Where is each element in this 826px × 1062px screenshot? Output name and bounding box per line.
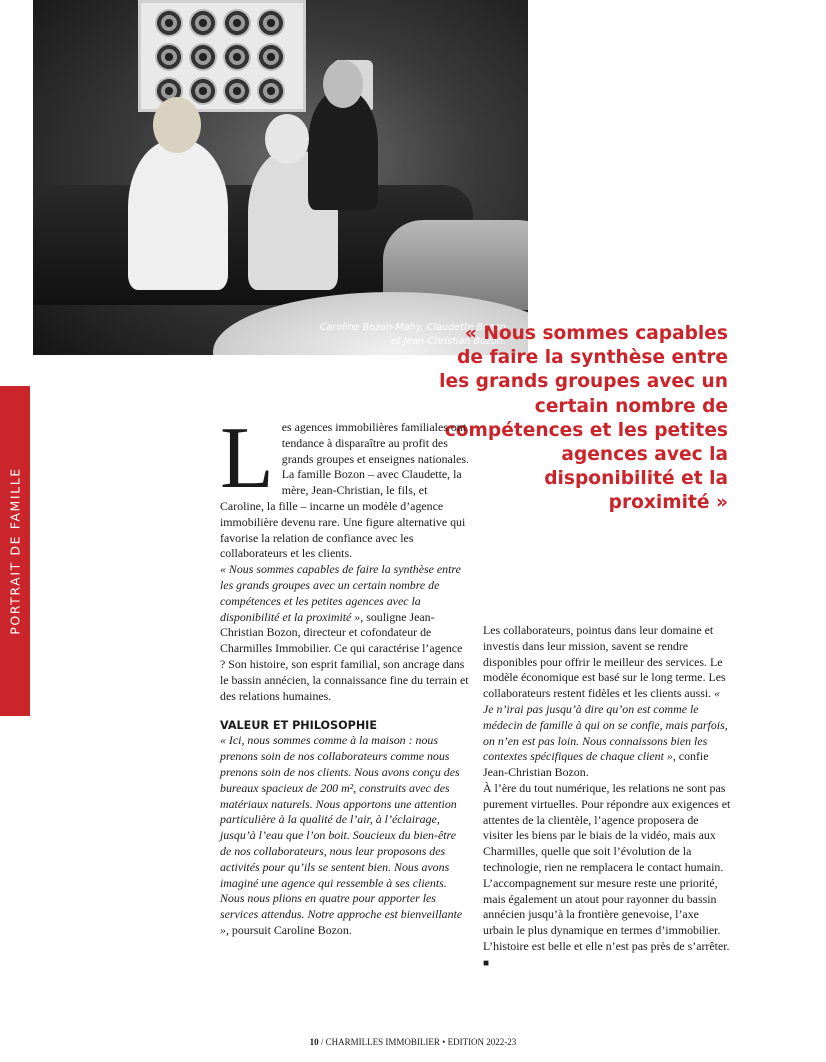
photo-caption: Caroline Bozon-Mahy, Claudette Bozon et Jean-Christian Bozon. <box>319 322 506 347</box>
article-column-left <box>220 410 470 939</box>
paragraph-collaborators: Les collaborateurs, pointus dans leur domaine et investis dans leur mission, savent se rendre disponibles pour offrir le meilleur des services. Le modèle économique est basé sur le long terme. Les collaborateurs restent fidèles et les clients aussi. « Je n’irai pas jusqu’à dire qu’on est comme le médecin de famille à qui on se confie, mais parfois, on n’en est pas loin. Nous connaissons bien les contextes spécifiques de chaque client », confie Jean-Christian Bozon. <box>483 623 728 780</box>
section-heading: VALEUR ET PHILOSOPHIE <box>220 719 377 733</box>
quote-paragraph-1: « Nous sommes capables de faire la synthèse entre les grands groupes avec un certain nombre de compétences et les petites agences avec la disponibilité et la proximité », souligne Jean-Christian Bozon, directeur et cofondateur de Charmilles Immobilier. Ce qui caractérise l’agence ? Son histoire, son esprit familial, son ancrage dans le bassin annécien, la connaissance fine du terrain et des relations humaines. <box>220 562 469 703</box>
page-number: 10 <box>309 1037 319 1047</box>
section-label: PORTRAIT DE FAMILLE <box>7 467 23 635</box>
article-column-right <box>483 623 731 972</box>
family-photo <box>33 0 528 355</box>
pull-quote: « Nous sommes capables de faire la synthèse entre les grands groupes avec un certain nombre de compétences et les petites agences avec la disponibilité et la proximité » <box>439 323 728 514</box>
person-jean-christian <box>308 90 378 210</box>
intro-paragraph: Les agences immobilières familiales ont tendance à disparaître au profit des grands groupes et enseignes nationales. La famille Bozon – avec Claudette, la mère, Jean-Christian, le fils, et Caroline, la fille – incarne un modèle d’agence immobilière devenu rare. Une figure alternative qui favorise la relation de confiance avec les collaborateurs et les clients. <box>220 410 469 561</box>
wall-painting <box>138 0 306 112</box>
page-footer <box>0 1037 826 1047</box>
end-mark: ■ <box>483 957 490 969</box>
section-sidebar <box>0 386 30 716</box>
paragraph-digital: À l’ère du tout numérique, les relations ne sont pas purement virtuelles. Pour répondre aux exigences et attentes de la clientèle, l’agence proposera de visiter les biens par le biais de la vidéo, mais aux Charmilles, quelle que soit l’évolution de la technologie, rien ne remplacera le contact humain. L’accompagnement sur mesure reste une priorité, mais également un atout pour rayonner du bassin annécien jusqu’à la frontière genevoise, l’axe urbain le plus dynamique en termes d’immobilier. L’histoire est belle et elle n’est pas près de s’arrêter. ■ <box>483 780 731 969</box>
quote-paragraph-2: « Ici, nous sommes comme à la maison : nous prenons soin de nos collaborateurs comme nous prenons soin de nos clients. Nous avons conçu des bureaux spacieux de 200 m², construits avec des matériaux naturels. Nous apportons une attention particulière à la qualité de l’air, à l’éclairage, jusqu’à l’eau que l’on boit. Soucieux du bien-être de nos collaborateurs, nous leur proposons des activités pour qu’ils se sentent bien. Nous avons imaginé une agence qui ressemble à ses clients. Nous nous plions en quatre pour apporter les services attendus. Notre approche est bienveillante », poursuit Caroline Bozon. <box>220 733 463 937</box>
drop-cap: L <box>220 410 274 507</box>
person-caroline <box>128 140 228 290</box>
footer-text: / CHARMILLES IMMOBILIER • EDITION 2022-23 <box>318 1037 517 1047</box>
